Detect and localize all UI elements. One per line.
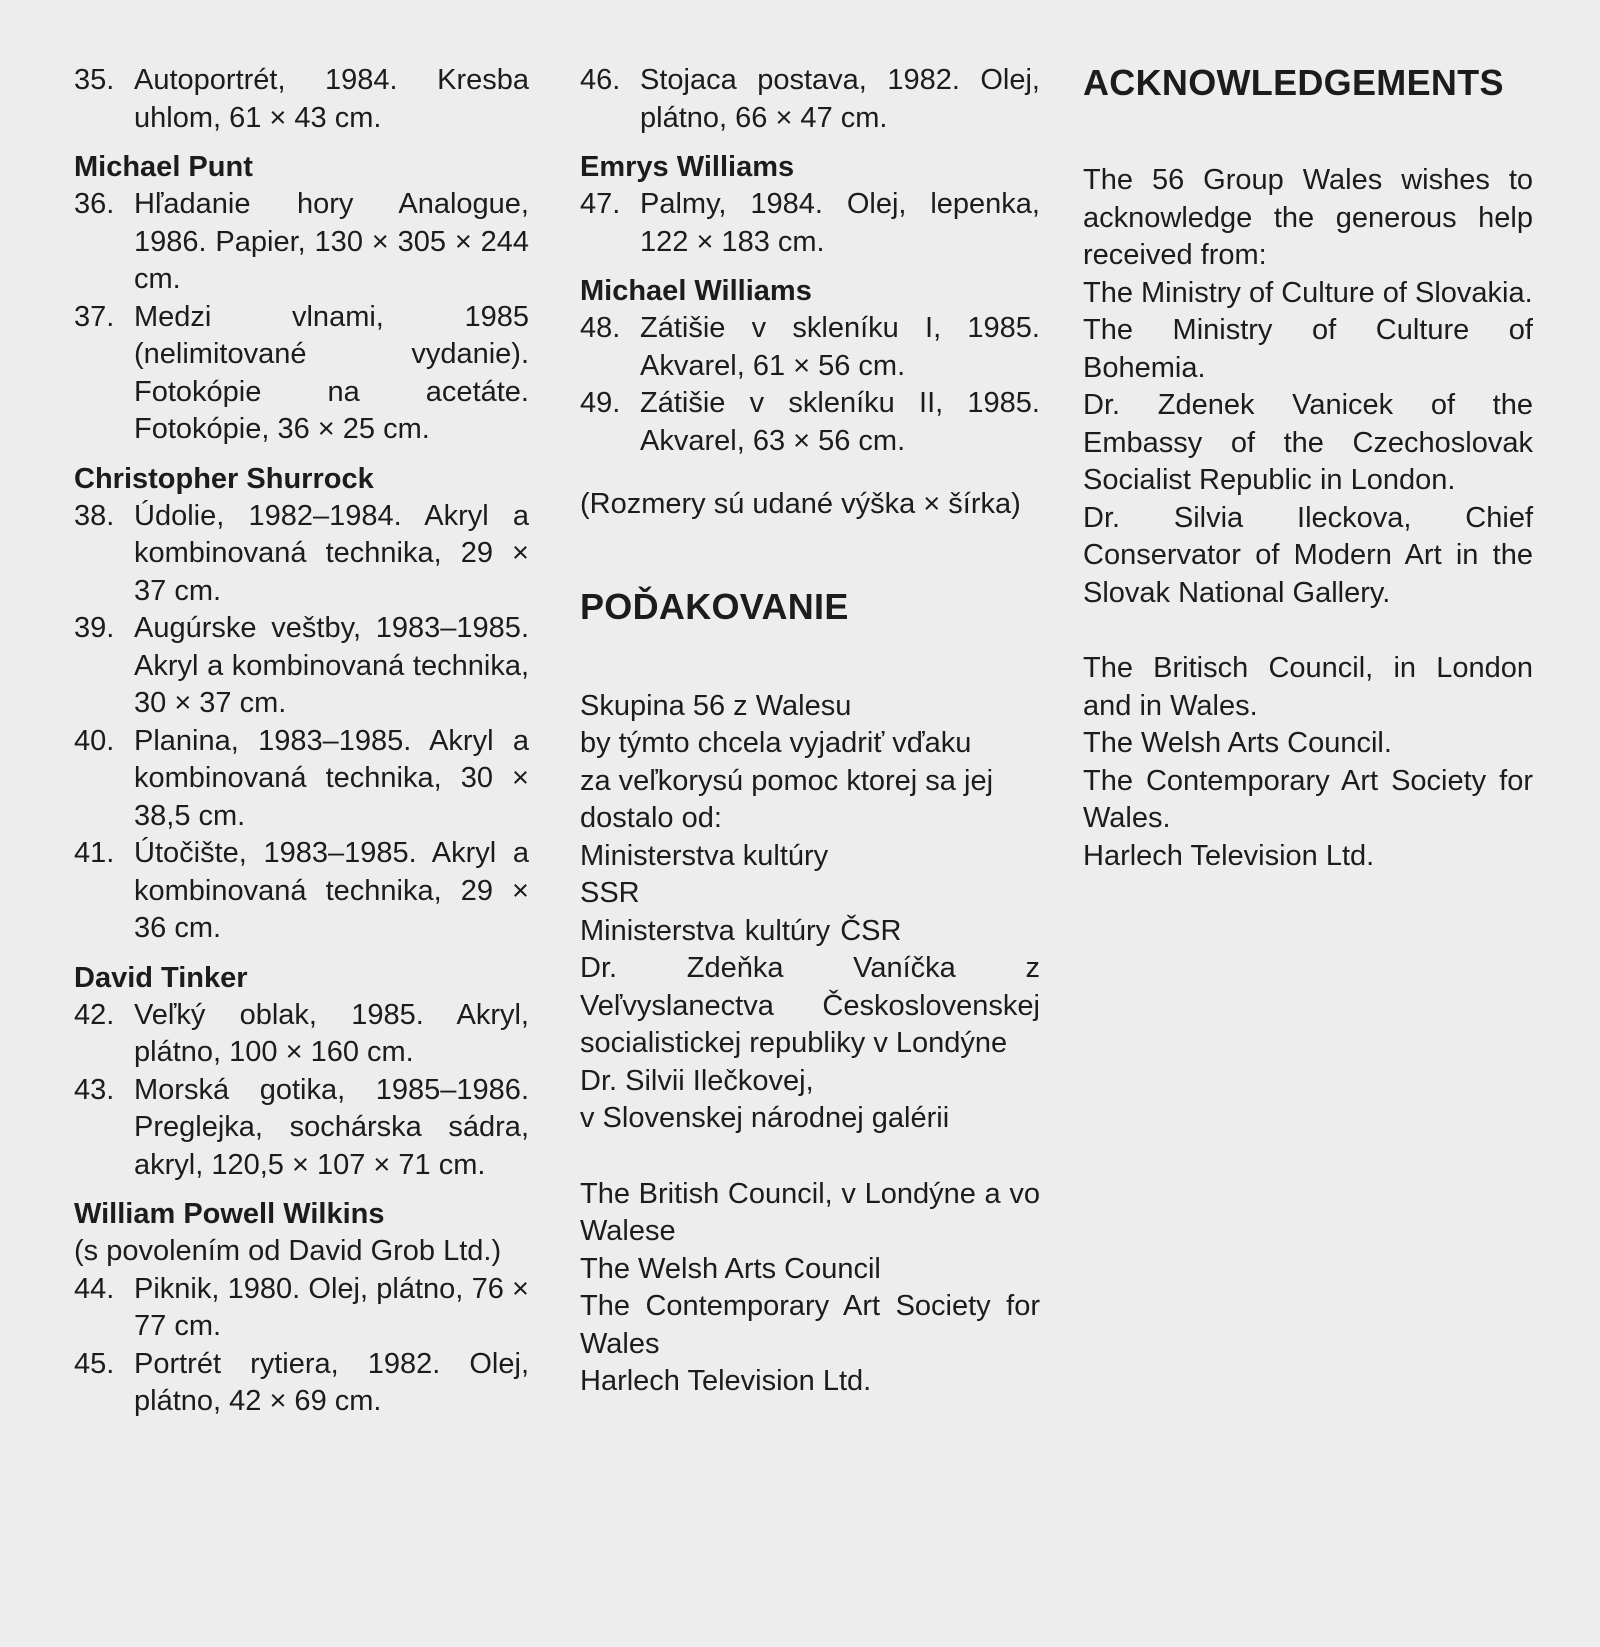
artist-name: Michael Williams: [580, 275, 812, 307]
entry-text: Útočište, 1983–1985. Akryl a kombinovaná technika, 29 × 36 cm.: [134, 837, 529, 944]
entry-number: 37.: [74, 300, 115, 333]
lender-note: (s povolením od David Grob Ltd.): [74, 1235, 502, 1267]
entry-number: 35.: [74, 64, 115, 96]
entry-number: 48.: [580, 312, 621, 344]
entry-number: 43.: [74, 1073, 115, 1106]
entry-text: Piknik, 1980. Olej, plátno, 76 × 77 cm.: [134, 1272, 529, 1342]
ack-line: The Ministry of Culture of Bohemia.: [1083, 314, 1533, 384]
ack-line: Ministerstva kultúry ČSR: [580, 914, 902, 947]
ack-line: The 56 Group Wales wishes to acknowledge the generous help received from:: [1083, 164, 1533, 271]
ack-line: Ministerstva kultúry: [580, 839, 829, 872]
artist-name: Michael Punt: [74, 151, 253, 183]
ack-line: Harlech Television Ltd.: [580, 1365, 872, 1397]
entry-number: 42.: [74, 998, 115, 1031]
entry-text: Portrét rytiera, 1982. Olej, plátno, 42 × 69 cm.: [134, 1347, 529, 1417]
entry-text: Palmy, 1984. Olej, lepenka, 122 × 183 cm.: [640, 188, 1040, 258]
entry-text: Údolie, 1982–1984. Akryl a kombinovaná technika, 29 × 37 cm.: [134, 499, 529, 607]
entry-text: Morská gotika, 1985–1986. Preglejka, sochárska sádra, akryl, 120,5 × 107 × 71 cm.: [134, 1073, 529, 1181]
artist-name: David Tinker: [74, 961, 248, 994]
catalog-entry: [74, 610, 529, 723]
entry-text: Veľký oblak, 1985. Akryl, plátno, 100 × 160 cm.: [134, 998, 529, 1068]
catalog-entry: [74, 62, 529, 137]
entry-number: 44.: [74, 1272, 115, 1305]
entry-number: 40.: [74, 724, 115, 757]
entry-number: 36.: [74, 188, 115, 220]
section-heading: ACKNOWLEDGEMENTS: [1083, 62, 1504, 103]
entry-text: Augúrske veštby, 1983–1985. Akryl a kombinovaná technika, 30 × 37 cm.: [134, 612, 529, 719]
artist-name: Emrys Williams: [580, 151, 795, 183]
entry-number: 39.: [74, 612, 115, 644]
ack-line: za veľkorysú pomoc ktorej sa jej: [580, 764, 994, 797]
artist-name: Christopher Shurrock: [74, 462, 374, 495]
catalog-entry: [74, 835, 529, 948]
catalog-entry: [580, 310, 1040, 385]
entry-number: 49.: [580, 387, 621, 419]
entry-number: 47.: [580, 188, 621, 220]
entry-text: Autoportrét, 1984. Kresba uhlom, 61 × 43 cm.: [134, 64, 529, 134]
catalog-entry: [74, 1346, 529, 1421]
catalog-entry: [580, 186, 1040, 261]
ack-line: The Contemporary Art Society for Wales.: [1083, 764, 1533, 834]
ack-line: The British Council, v Londýne a vo Walese: [580, 1177, 1040, 1247]
catalog-entry: [74, 1072, 529, 1185]
artist-name: William Powell Wilkins: [74, 1198, 385, 1230]
ack-line: Dr. Zdenek Vanicek of the Embassy of the Czechoslovak Socialist Republic in London.: [1083, 389, 1533, 496]
ack-line: Dr. Silvii Ilečkovej,: [580, 1064, 814, 1097]
ack-line: The Ministry of Culture of Slovakia.: [1083, 276, 1533, 309]
entry-number: 45.: [74, 1347, 115, 1380]
ack-line: The Contemporary Art Society for Wales: [580, 1290, 1040, 1360]
ack-line: Dr. Zdeňka Vaníčka z Veľvyslanectva Československej socialistickej republiky v Londýne: [580, 952, 1040, 1059]
ack-line: Skupina 56 z Walesu: [580, 689, 852, 722]
catalog-entry: [74, 1271, 529, 1346]
acknowledgements-column: [1083, 62, 1533, 875]
catalog-entry: [74, 299, 529, 449]
catalog-column-2: [580, 62, 1040, 1401]
catalog-entry: [74, 498, 529, 611]
entry-text: Medzi vlnami, 1985 (nelimitované vydanie). Fotokópie na acetáte. Fotokópie, 36 × 25 cm.: [134, 300, 529, 445]
entry-text: Planina, 1983–1985. Akryl a kombinovaná technika, 30 × 38,5 cm.: [134, 724, 529, 832]
catalog-entry: [580, 62, 1040, 137]
ack-line: Harlech Television Ltd.: [1083, 839, 1375, 872]
ack-line: The Welsh Arts Council.: [1083, 727, 1392, 759]
entry-text: Zátišie v skleníku II, 1985. Akvarel, 63 × 56 cm.: [640, 387, 1040, 457]
ack-line: by týmto chcela vyjadriť vďaku: [580, 727, 972, 759]
ack-line: SSR: [580, 877, 640, 909]
entry-text: Hľadanie hory Analogue, 1986. Papier, 130 × 305 × 244 cm.: [134, 188, 529, 295]
dimensions-note: (Rozmery sú udané výška × šírka): [580, 488, 1021, 520]
entry-number: 38.: [74, 499, 115, 532]
entry-text: Stojaca postava, 1982. Olej, plátno, 66 × 47 cm.: [640, 64, 1040, 134]
ack-line: dostalo od:: [580, 802, 722, 834]
ack-line: The Britisch Council, in London and in Wales.: [1083, 652, 1533, 722]
entry-number: 46.: [580, 64, 621, 96]
section-heading: POĎAKOVANIE: [580, 585, 849, 627]
catalog-entry: [74, 997, 529, 1072]
ack-line: v Slovenskej národnej galérii: [580, 1102, 950, 1134]
entry-number: 41.: [74, 837, 115, 869]
catalog-entry: [580, 385, 1040, 460]
entry-text: Zátišie v skleníku I, 1985. Akvarel, 61 × 56 cm.: [640, 312, 1040, 382]
catalog-entry: [74, 723, 529, 836]
ack-line: Dr. Silvia Ileckova, Chief Conservator of Modern Art in the Slovak National Gallery.: [1083, 501, 1533, 609]
catalog-entry: [74, 186, 529, 299]
ack-line: The Welsh Arts Council: [580, 1252, 881, 1285]
catalog-column-1: [74, 62, 529, 1421]
